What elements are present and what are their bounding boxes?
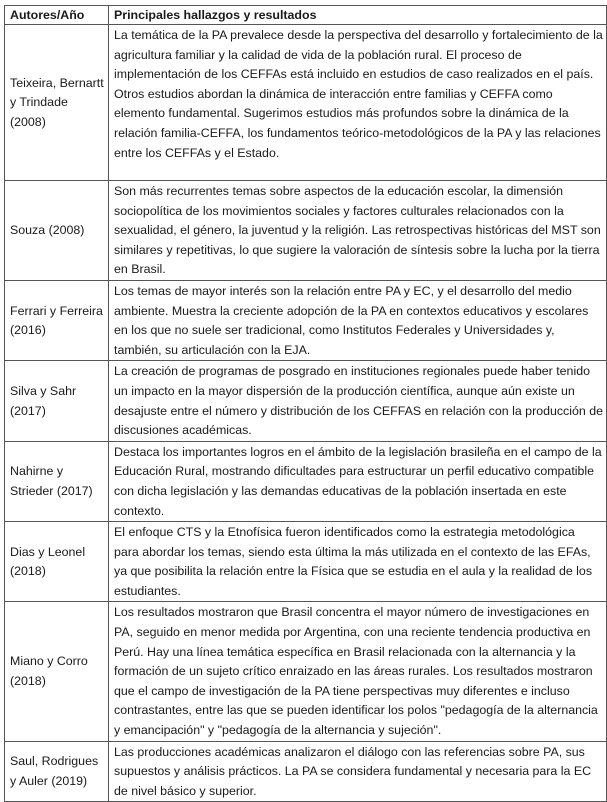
author-cell: Ferrari y Ferreira (2016) — [5, 280, 109, 360]
author-cell: Miano y Corro (2018) — [5, 602, 109, 741]
findings-table — [4, 5, 607, 802]
author-cell: Souza (2008) — [5, 181, 109, 281]
table-row — [5, 361, 607, 441]
table-row — [5, 25, 607, 181]
table-header-row — [5, 6, 607, 25]
header-findings: Principales hallazgos y resultados — [109, 6, 607, 25]
table-row — [5, 441, 607, 521]
findings-cell: Destaca los importantes logros en el ámbito de la legislación brasileña en el campo de la Educación Rural, mostrando dificultades para estructurar un perfil educativo compatible con dicha legislación y las demandas educativas de la población insertada en este contexto. — [109, 441, 607, 521]
author-cell: Teixeira, Bernartt y Trindade (2008) — [5, 25, 109, 181]
table-row — [5, 522, 607, 602]
findings-cell: Los temas de mayor interés son la relación entre PA y EC, y el desarrollo del medio ambiente. Muestra la creciente adopción de la PA en contextos educativos y escolares en los que no suele ser tradicional, como Institutos Federales y Universidades y, también, su articulación con la EJA. — [109, 280, 607, 360]
table-row — [5, 181, 607, 281]
author-cell: Silva y Sahr (2017) — [5, 361, 109, 441]
author-cell: Dias y Leonel (2018) — [5, 522, 109, 602]
table-row — [5, 741, 607, 802]
findings-cell: El enfoque CTS y la Etnofísica fueron identificados como la estrategia metodológica para abordar los temas, siendo esta última la más utilizada en el contexto de las EFAs, ya que posibilita la relación entre la Física que se estudia en el aula y la realidad de los estudiantes. — [109, 522, 607, 602]
findings-cell: La temática de la PA prevalece desde la perspectiva del desarrollo y fortalecimiento de la agricultura familiar y la calidad de vida de la población rural. El proceso de implementación de los CEFFAs está incluido en estudios de caso realizados en el país. Otros estudios abordan la dinámica de interacción entre familias y CEFFA como elemento fundamental. Sugerimos estudios más profundos sobre la dinámica de la relación familia-CEFFA, los fundamentos teórico-metodológicos de la PA y las relaciones entre los CEFFAs y el Estado. — [109, 25, 607, 181]
table-row — [5, 280, 607, 360]
table-row — [5, 602, 607, 741]
header-author: Autores/Año — [5, 6, 109, 25]
findings-cell: La creación de programas de posgrado en instituciones regionales puede haber tenido un impacto en la mayor dispersión de la producción científica, aunque aún existe un desajuste entre el número y distribución de los CEFFAS en relación con la producción de discusiones académicas. — [109, 361, 607, 441]
findings-cell: Las producciones académicas analizaron el diálogo con las referencias sobre PA, sus supuestos y análisis prácticos. La PA se considera fundamental y necesaria para la EC de nivel básico y superior. — [109, 741, 607, 802]
author-cell: Saul, Rodrigues y Auler (2019) — [5, 741, 109, 802]
findings-cell: Son más recurrentes temas sobre aspectos de la educación escolar, la dimensión sociopolítica de los movimientos sociales y factores culturales relacionados con la sexualidad, el género, la juventud y la religión. Las retrospectivas históricas del MST son similares y repetitivas, lo que sugiere la valoración de síntesis sobre la lucha por la tierra en Brasil. — [109, 181, 607, 281]
findings-cell: Los resultados mostraron que Brasil concentra el mayor número de investigaciones en PA, seguido en menor medida por Argentina, con una reciente tendencia productiva en Perú. Hay una línea temática específica en Brasil relacionada con la alternancia y la formación de un sujeto crítico enraizado en las áreas rurales. Los resultados mostraron que el campo de investigación de la PA tiene perspectivas muy diferentes e incluso contrastantes, entre las que se pueden identificar los polos "pedagogía de la alternancia y emancipación" y "pedagogía de la alternancia y sujeción". — [109, 602, 607, 741]
author-cell: Nahirne y Strieder (2017) — [5, 441, 109, 521]
